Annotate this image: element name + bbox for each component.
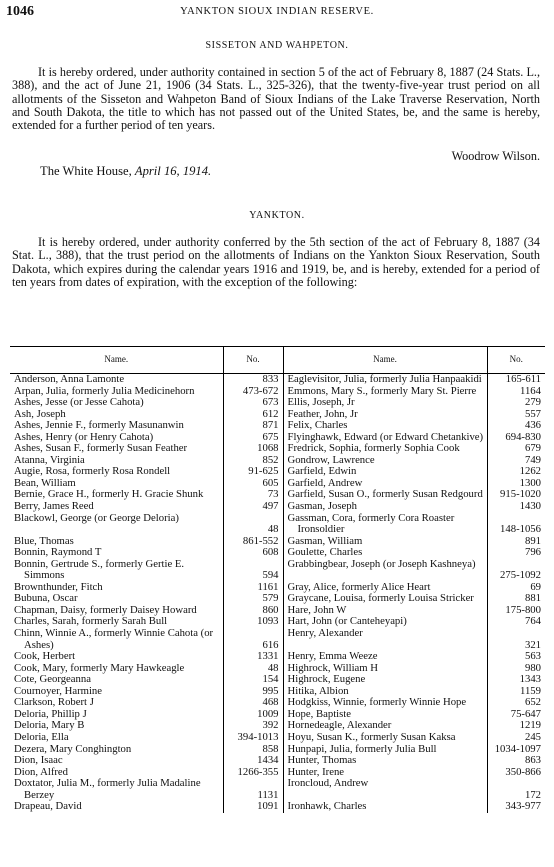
entry-number-text: 605 bbox=[262, 476, 279, 489]
entry-name-text: Blue, Thomas bbox=[14, 534, 74, 547]
entry-name-text: Dion, Alfred bbox=[14, 765, 69, 778]
entry-number-text: 321 bbox=[524, 638, 541, 651]
entry-number bbox=[487, 778, 545, 801]
entry-name-text: Deloria, Ella bbox=[14, 730, 69, 743]
entry-name-text: Emmons, Mary S., formerly Mary St. Pierre bbox=[287, 384, 477, 397]
date: April 16, 1914. bbox=[134, 164, 212, 178]
entry-number-text: 69 bbox=[530, 580, 541, 593]
entry-name-text: Cote, Georgeanna bbox=[14, 673, 91, 686]
entry-name-text: Ironhawk, Charles bbox=[287, 800, 367, 813]
entry-name-text: Garfield, Andrew bbox=[287, 476, 363, 489]
entry-number-text: 1034-1097 bbox=[494, 742, 541, 755]
entry-number-text: 75-647 bbox=[510, 707, 541, 720]
place: The White House, bbox=[40, 164, 132, 178]
entry-number-text: 172 bbox=[524, 788, 541, 801]
entry-number-text: 1159 bbox=[520, 684, 541, 697]
entry-number-text: 749 bbox=[524, 453, 541, 466]
entry-number-text: 73 bbox=[267, 488, 279, 501]
table-row bbox=[10, 778, 545, 801]
entry-name-text: Grabbingbear, Joseph (or Joseph Kashneya) bbox=[287, 557, 476, 570]
entry-name-text: Bonnin, Gertrude S., formerly Gertie E. Simmons bbox=[14, 557, 185, 582]
entry-name-text: Garfield, Susan O., formerly Susan Redgourd bbox=[287, 488, 483, 501]
entry-number-text: 563 bbox=[524, 650, 541, 663]
entry-number-text: 468 bbox=[262, 696, 279, 709]
entry-name-text: Gondrow, Lawrence bbox=[287, 453, 375, 466]
entry-name bbox=[283, 755, 487, 767]
entry-number-text: 1266-355 bbox=[237, 765, 279, 778]
entry-name bbox=[283, 501, 487, 513]
entry-number-text: 1164 bbox=[520, 384, 541, 397]
entry-name bbox=[283, 628, 487, 651]
entry-name bbox=[10, 559, 223, 582]
entry-number-text: 679 bbox=[524, 442, 541, 455]
entry-number-text: 148-1056 bbox=[500, 523, 541, 536]
entry-number-text: 275-1092 bbox=[500, 569, 541, 582]
entry-name-text: Ash, Joseph bbox=[14, 407, 66, 420]
entry-name bbox=[283, 397, 487, 409]
section-heading-sisseton: SISSETON AND WAHPETON. bbox=[205, 40, 349, 51]
entry-name-text: Hare, John W bbox=[287, 603, 347, 616]
entry-name bbox=[10, 732, 223, 744]
entry-number-text: 694-830 bbox=[505, 430, 541, 443]
entry-name-text: Hitika, Albion bbox=[287, 684, 349, 697]
entry-name bbox=[283, 420, 487, 432]
page-header bbox=[0, 4, 554, 20]
entry-number-text: 673 bbox=[262, 396, 279, 409]
entry-number bbox=[487, 801, 545, 813]
entry-name-text: Ashes, Susan F., formerly Susan Feather bbox=[14, 442, 188, 455]
entry-name-text: Highrock, William H bbox=[287, 661, 378, 674]
entry-name bbox=[283, 801, 487, 813]
entry-name-text: Bubuna, Oscar bbox=[14, 592, 78, 605]
entry-number-text: 1343 bbox=[519, 673, 541, 686]
entry-number-text: 594 bbox=[262, 569, 279, 582]
entry-name bbox=[10, 628, 223, 651]
entry-number-text: 1430 bbox=[519, 500, 541, 513]
entry-number-text: 350-866 bbox=[505, 765, 541, 778]
entry-number-text: 1262 bbox=[519, 465, 541, 478]
entry-number bbox=[223, 778, 283, 801]
entry-number-text: 891 bbox=[524, 534, 541, 547]
entry-name-text: Eaglevisitor, Julia, formerly Julia Hanpaakidi bbox=[287, 373, 482, 385]
entry-number-text: 995 bbox=[262, 684, 279, 697]
entry-number-text: 394-1013 bbox=[237, 730, 279, 743]
entry-name-text: Brownthunder, Fitch bbox=[14, 580, 103, 593]
entry-name-text: Cook, Mary, formerly Mary Hawkeagle bbox=[14, 661, 185, 674]
table-row bbox=[10, 501, 545, 513]
entry-number-text: 881 bbox=[524, 592, 541, 605]
entry-number bbox=[487, 767, 545, 779]
entry-number-text: 796 bbox=[524, 546, 541, 559]
entry-name bbox=[10, 374, 223, 386]
entry-name-text: Deloria, Phillip J bbox=[14, 707, 87, 720]
entry-name-text: Dezera, Mary Conghington bbox=[14, 742, 132, 755]
entry-number bbox=[487, 513, 545, 536]
entry-number-text: 1131 bbox=[257, 788, 279, 801]
entry-name-text: Hart, John (or Canteheyapi) bbox=[287, 615, 407, 628]
entry-number-text: 1161 bbox=[257, 580, 279, 593]
yankton-order-paragraph: It is hereby ordered, under authority conferred by the 5th section of the act of February 8, 1887 (34 Stat. L., 388), that the trust period on the allotments of Indians on the Yankton Sioux Reservation, South Dakota, which expires during the calendar years 1916 and 1919, be, and is hereby, extended for a period of ten years from dates of expiration, with the exception of the following: bbox=[12, 235, 540, 289]
entry-name-text: Clarkson, Robert J bbox=[14, 696, 94, 709]
entry-name bbox=[283, 559, 487, 582]
entry-number-text: 497 bbox=[262, 500, 279, 513]
entry-number-text: 1300 bbox=[519, 476, 541, 489]
entry-number-text: 1434 bbox=[257, 754, 279, 767]
table-row bbox=[10, 513, 545, 536]
table-header-row bbox=[10, 347, 545, 374]
entry-name-text: Ironcloud, Andrew bbox=[287, 777, 369, 790]
place-and-date bbox=[40, 164, 211, 179]
entry-number bbox=[223, 501, 283, 513]
entry-name-text: Ashes, Jesse (or Jesse Cahota) bbox=[14, 396, 144, 409]
entry-name-text: Hunpapi, Julia, formerly Julia Bull bbox=[287, 742, 437, 755]
entry-name-text: Augie, Rosa, formerly Rosa Rondell bbox=[14, 465, 171, 478]
entry-name-text: Henry, Emma Weeze bbox=[287, 650, 378, 663]
entry-number-text: 1219 bbox=[519, 719, 541, 732]
entry-number-text: 1091 bbox=[257, 800, 279, 813]
entry-number-text: 1068 bbox=[257, 442, 279, 455]
running-title: YANKTON SIOUX INDIAN RESERVE. bbox=[180, 6, 374, 17]
entry-name-text: Graycane, Louisa, formerly Louisa Stricker bbox=[287, 592, 474, 605]
entry-name-text: Highrock, Eugene bbox=[287, 673, 366, 686]
table-row bbox=[10, 801, 545, 813]
entry-number bbox=[223, 801, 283, 813]
entry-number bbox=[487, 501, 545, 513]
column-header-no: No. bbox=[223, 347, 283, 374]
entry-number-text: 1331 bbox=[257, 650, 279, 663]
entry-name-text: Hoyu, Susan K., formerly Susan Kaksa bbox=[287, 730, 456, 743]
entry-name bbox=[10, 755, 223, 767]
entry-name-text: Dion, Isaac bbox=[14, 754, 63, 767]
entry-number-text: 343-977 bbox=[505, 800, 541, 813]
entry-name-text: Deloria, Mary B bbox=[14, 719, 85, 732]
section-heading-yankton: YANKTON. bbox=[249, 210, 305, 221]
entry-name-text: Hope, Baptiste bbox=[287, 707, 352, 720]
entry-number-text: 860 bbox=[262, 603, 279, 616]
entry-name-text: Garfield, Edwin bbox=[287, 465, 357, 478]
entry-number bbox=[487, 616, 545, 628]
entry-name bbox=[283, 651, 487, 663]
entry-number bbox=[223, 513, 283, 536]
entry-name-text: Flyinghawk, Edward (or Edward Chetankive) bbox=[287, 430, 484, 443]
entry-name-text: Berry, James Reed bbox=[14, 500, 94, 513]
entry-number bbox=[223, 616, 283, 628]
signature bbox=[452, 149, 540, 164]
entry-number-text: 833 bbox=[262, 373, 279, 385]
entry-number-text: 616 bbox=[262, 638, 279, 651]
signature-name: Woodrow Wilson. bbox=[451, 149, 540, 163]
entry-number-text: 392 bbox=[262, 719, 279, 732]
entry-name-text: Hodgkiss, Winnie, formerly Winnie Hope bbox=[287, 696, 467, 709]
column-header-no: No. bbox=[487, 347, 545, 374]
entry-name-text: Gasman, Joseph bbox=[287, 500, 357, 513]
entry-number bbox=[223, 767, 283, 779]
entry-name-text: Bernie, Grace H., formerly H. Gracie Shunk bbox=[14, 488, 204, 501]
entry-name-text: Charles, Sarah, formerly Sarah Bull bbox=[14, 615, 168, 628]
entry-name-text: Ashes, Henry (or Henry Cahota) bbox=[14, 430, 154, 443]
entry-number bbox=[223, 559, 283, 582]
entry-name bbox=[10, 513, 223, 536]
entry-number-text: 436 bbox=[524, 419, 541, 432]
entry-number-text: 175-800 bbox=[505, 603, 541, 616]
entry-name-text: Hunter, Thomas bbox=[287, 754, 357, 767]
entry-number-text: 652 bbox=[524, 696, 541, 709]
entry-number-text: 675 bbox=[262, 430, 279, 443]
entry-name-text: Cournoyer, Harmine bbox=[14, 684, 103, 697]
entry-number-text: 764 bbox=[524, 615, 541, 628]
entry-number bbox=[487, 559, 545, 582]
entry-name-text: Goulette, Charles bbox=[287, 546, 363, 559]
entry-name-text: Henry, Alexander bbox=[287, 627, 363, 640]
entry-name-text: Cook, Herbert bbox=[14, 650, 76, 663]
entry-name bbox=[283, 778, 487, 801]
table-body bbox=[10, 374, 545, 813]
entry-number-text: 863 bbox=[524, 754, 541, 767]
entry-name bbox=[10, 801, 223, 813]
entry-name-text: Feather, John, Jr bbox=[287, 407, 358, 420]
entry-number bbox=[223, 628, 283, 651]
entry-name-text: Chapman, Daisy, formerly Daisey Howard bbox=[14, 603, 197, 616]
entry-name-text: Bean, William bbox=[14, 476, 76, 489]
entry-number-text: 473-672 bbox=[242, 384, 279, 397]
entry-name bbox=[10, 397, 223, 409]
entry-number-text: 279 bbox=[524, 396, 541, 409]
entry-name-text: Felix, Charles bbox=[287, 419, 348, 432]
entry-name-text: Drapeau, David bbox=[14, 800, 82, 813]
entry-name-text: Ashes, Jennie F., formerly Masunanwin bbox=[14, 419, 184, 432]
entry-number-text: 48 bbox=[267, 661, 279, 674]
entry-name-text: Gray, Alice, formerly Alice Heart bbox=[287, 580, 431, 593]
entry-number-text: 557 bbox=[524, 407, 541, 420]
exception-table bbox=[10, 346, 545, 813]
entry-name-text: Doxtator, Julia M., formerly Julia Madaline Berzey bbox=[14, 777, 201, 801]
column-header-name: Name. bbox=[10, 347, 223, 374]
entry-name-text: Ellis, Joseph, Jr bbox=[287, 396, 355, 409]
entry-number-text: 852 bbox=[262, 453, 279, 466]
entry-number-text: 1009 bbox=[257, 707, 279, 720]
entry-number-text: 154 bbox=[262, 673, 279, 686]
page-number: 1046 bbox=[6, 4, 34, 19]
entry-number bbox=[223, 547, 283, 559]
entry-number-text: 91-625 bbox=[248, 465, 279, 478]
entry-number-text: 612 bbox=[262, 407, 279, 420]
entry-number-text: 871 bbox=[262, 419, 279, 432]
entry-name-text: Arpan, Julia, formerly Julia Medicinehorn bbox=[14, 384, 195, 397]
entry-name bbox=[10, 420, 223, 432]
entry-name-text: Fredrick, Sophia, formerly Sophia Cook bbox=[287, 442, 460, 455]
entry-name-text: Bonnin, Raymond T bbox=[14, 546, 102, 559]
entry-number-text: 915-1020 bbox=[500, 488, 541, 501]
entry-number-text: 165-611 bbox=[505, 373, 541, 385]
entry-number-text: 608 bbox=[262, 546, 279, 559]
entry-number-text: 1093 bbox=[257, 615, 279, 628]
entry-number bbox=[487, 628, 545, 651]
entry-name-text: Gasman, William bbox=[287, 534, 363, 547]
table-row bbox=[10, 559, 545, 582]
entry-name bbox=[283, 374, 487, 386]
entry-name-text: Gassman, Cora, formerly Cora Roaster Ironsoldier bbox=[287, 511, 455, 536]
entry-name-text: Hornedeagle, Alexander bbox=[287, 719, 392, 732]
entry-name bbox=[10, 501, 223, 513]
entry-name-text: Hunter, Irene bbox=[287, 765, 345, 778]
entry-name bbox=[283, 513, 487, 536]
entry-name-text: Blackowl, George (or George Deloria) bbox=[14, 511, 179, 524]
entry-name-text: Chinn, Winnie A., formerly Winnie Cahota (or Ashes) bbox=[14, 627, 214, 651]
entry-name-text: Anderson, Anna Lamonte bbox=[14, 373, 125, 385]
table-row bbox=[10, 628, 545, 651]
entry-number-text: 858 bbox=[262, 742, 279, 755]
entry-number-text: 579 bbox=[262, 592, 279, 605]
entry-number-text: 980 bbox=[524, 661, 541, 674]
sisseton-order-paragraph: It is hereby ordered, under authority contained in section 5 of the act of February 8, 1887 (24 Stats. L., 388), and the act of June 21, 1906 (34 Stats. L., 325-326), that the twenty-five-year trust period on all allotments of the Sisseton and Wahpeton Band of Sioux Indians of the Lake Traverse Reservation, North and South Dakota, the title to which has not passed out of the United States, be, and the same is hereby, extended for a further period of ten years. bbox=[12, 65, 540, 133]
entry-name bbox=[10, 651, 223, 663]
entry-name bbox=[283, 732, 487, 744]
column-header-name: Name. bbox=[283, 347, 487, 374]
entry-number-text: 245 bbox=[524, 730, 541, 743]
entry-number bbox=[487, 547, 545, 559]
entry-number-text: 48 bbox=[267, 523, 279, 536]
entry-number-text: 861-552 bbox=[242, 534, 279, 547]
entry-name-text: Atanna, Virginia bbox=[14, 453, 85, 466]
entry-name bbox=[10, 778, 223, 801]
